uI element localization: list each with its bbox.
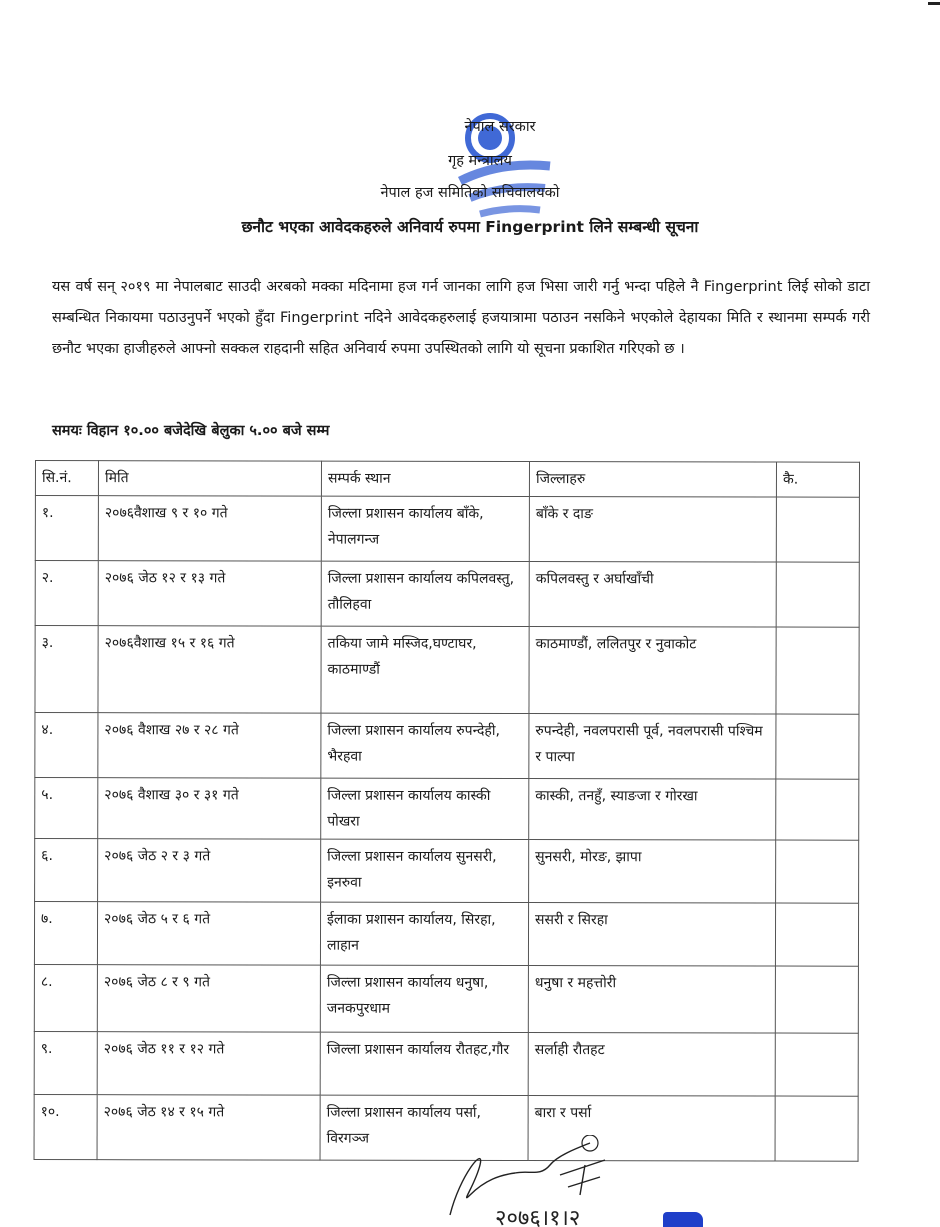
- table-row: [35, 626, 859, 715]
- column-header-place: सम्पर्क स्थान: [321, 461, 529, 496]
- table-row: [35, 496, 859, 563]
- cell-date: २०७६ जेठ २ र ३ गते: [98, 839, 321, 902]
- cell-place: ईलाका प्रशासन कार्यालय, सिरहा, लाहान: [320, 902, 528, 965]
- table-header-row: [35, 461, 859, 498]
- cell-sn: १०.: [34, 1094, 97, 1159]
- cell-place: जिल्ला प्रशासन कार्यालय रुपन्देही, भैरहवा: [321, 713, 529, 778]
- cell-districts: धनुषा र महत्तोरी: [528, 966, 775, 1034]
- cell-sn: १.: [35, 496, 98, 561]
- cell-date: २०७६वैशाख ९ र १० गते: [98, 496, 321, 561]
- table-row: [35, 561, 859, 628]
- cell-place: जिल्ला प्रशासन कार्यालय रौतहट,गौर: [320, 1032, 528, 1095]
- cell-remarks: [775, 1033, 858, 1096]
- cell-remarks: [775, 966, 858, 1033]
- cell-districts: सर्लाही रौतहट: [528, 1033, 775, 1097]
- cell-sn: ९.: [34, 1031, 97, 1094]
- cell-districts: काठमाण्डौं, ललितपुर र नुवाकोट: [529, 627, 776, 715]
- cell-date: २०७६ जेठ ५ र ६ गते: [97, 902, 320, 965]
- cell-sn: ५.: [35, 778, 98, 839]
- cell-remarks: [776, 497, 859, 562]
- cell-districts: कास्की, तनहुँ, स्याङजा र गोरखा: [529, 779, 776, 841]
- cell-remarks: [776, 562, 859, 627]
- column-header-districts: जिल्लाहरु: [529, 462, 776, 498]
- cell-sn: ४.: [35, 713, 98, 778]
- table-row: [34, 964, 858, 1033]
- cell-date: २०७६ जेठ ८ र ९ गते: [97, 965, 320, 1032]
- schedule-table: [34, 460, 860, 1162]
- cell-place: जिल्ला प्रशासन कार्यालय सुनसरी, इनरुवा: [321, 839, 529, 902]
- cell-place: जिल्ला प्रशासन कार्यालय बाँके, नेपालगन्ज: [321, 496, 529, 561]
- cell-remarks: [776, 627, 859, 714]
- cell-remarks: [776, 840, 859, 903]
- cell-districts: कपिलवस्तु र अर्घाखाँची: [529, 562, 776, 628]
- table-row: [35, 713, 859, 780]
- column-header-sn: सि.नं.: [35, 461, 98, 496]
- cell-districts: ससरी र सिरहा: [528, 903, 775, 967]
- table-row: [34, 902, 858, 967]
- signature-date: २०७६।१।२: [495, 1206, 581, 1227]
- cell-remarks: [775, 1096, 858, 1161]
- header-line-secretariat: नेपाल हज समितिको सचिवालयको: [380, 185, 560, 201]
- cell-place: जिल्ला प्रशासन कार्यालय पर्सा, विरगञ्ज: [320, 1095, 528, 1160]
- cell-place: जिल्ला प्रशासन कार्यालय धनुषा, जनकपुरधाम: [320, 965, 528, 1032]
- table-row: [34, 1031, 858, 1096]
- cell-date: २०७६ जेठ १४ र १५ गते: [97, 1095, 320, 1160]
- office-hours: समयः विहान १०.०० बजेदेखि बेलुका ५.०० बजे सम्म: [52, 423, 330, 439]
- blue-ink-mark: [663, 1212, 703, 1227]
- cell-date: २०७६ वैशाख २७ र २८ गते: [98, 713, 321, 778]
- notice-paragraph: यस वर्ष सन् २०१९ मा नेपालबाट साउदी अरबको मक्का मदिनामा हज गर्न जानका लागि हज भिसा जारी गर्नु भन्दा पहिले नै Fingerprint लिई सोको डाटा सम्बन्धित निकायमा पठाउनुपर्ने भएको हुँदा Fingerprint नदिने आवेदकहरुलाई हजयात्रामा पठाउन नसकिने भएकोले देहायका मिति र स्थानमा सम्पर्क गरी छनौट भएका हाजीहरुले आफ्नो सक्कल राहदानी सहित अनिवार्य रुपमा उपस्थितको लागि यो सूचना प्रकाशित गरिएको छ ।: [52, 279, 870, 357]
- cell-sn: ७.: [34, 902, 97, 965]
- cell-place: जिल्ला प्रशासन कार्यालय कपिलवस्तु, तौलिहवा: [321, 561, 529, 626]
- cell-date: २०७६ जेठ ११ र १२ गते: [97, 1032, 320, 1095]
- cell-districts: बारा र पर्सा: [528, 1096, 775, 1162]
- header-line-ministry: गृह मन्त्रालय: [448, 153, 512, 169]
- column-header-remarks: कै.: [776, 462, 859, 497]
- column-header-date: मिति: [98, 461, 321, 496]
- header-line-government: नेपाल सरकार: [464, 119, 536, 135]
- notice-title: छनौट भएका आवेदकहरुले अनिवार्य रुपमा Fingerprint लिने सम्बन्धी सूचना: [241, 218, 699, 236]
- table-row: [35, 778, 859, 841]
- cell-remarks: [776, 779, 859, 840]
- table-row: [35, 839, 859, 904]
- scan-corner-mark: [928, 2, 940, 5]
- cell-districts: सुनसरी, मोरङ, झापा: [529, 840, 776, 904]
- handwritten-signature: [440, 1135, 620, 1227]
- cell-districts: रुपन्देही, नवलपरासी पूर्व, नवलपरासी पश्चिम र पाल्पा: [529, 714, 776, 780]
- cell-date: २०७६वैशाख १५ र १६ गते: [98, 626, 321, 713]
- cell-sn: ३.: [35, 626, 98, 713]
- cell-date: २०७६ वैशाख ३० र ३१ गते: [98, 778, 321, 839]
- cell-sn: ६.: [35, 839, 98, 902]
- cell-date: २०७६ जेठ १२ र १३ गते: [98, 561, 321, 626]
- cell-sn: ८.: [34, 964, 97, 1031]
- cell-remarks: [775, 903, 858, 966]
- cell-remarks: [776, 714, 859, 779]
- cell-place: जिल्ला प्रशासन कार्यालय कास्की पोखरा: [321, 778, 529, 839]
- cell-sn: २.: [35, 561, 98, 626]
- cell-districts: बाँके र दाङ: [529, 497, 776, 563]
- cell-place: तकिया जामे मस्जिद,घण्टाघर, काठमाण्डौं: [321, 626, 529, 713]
